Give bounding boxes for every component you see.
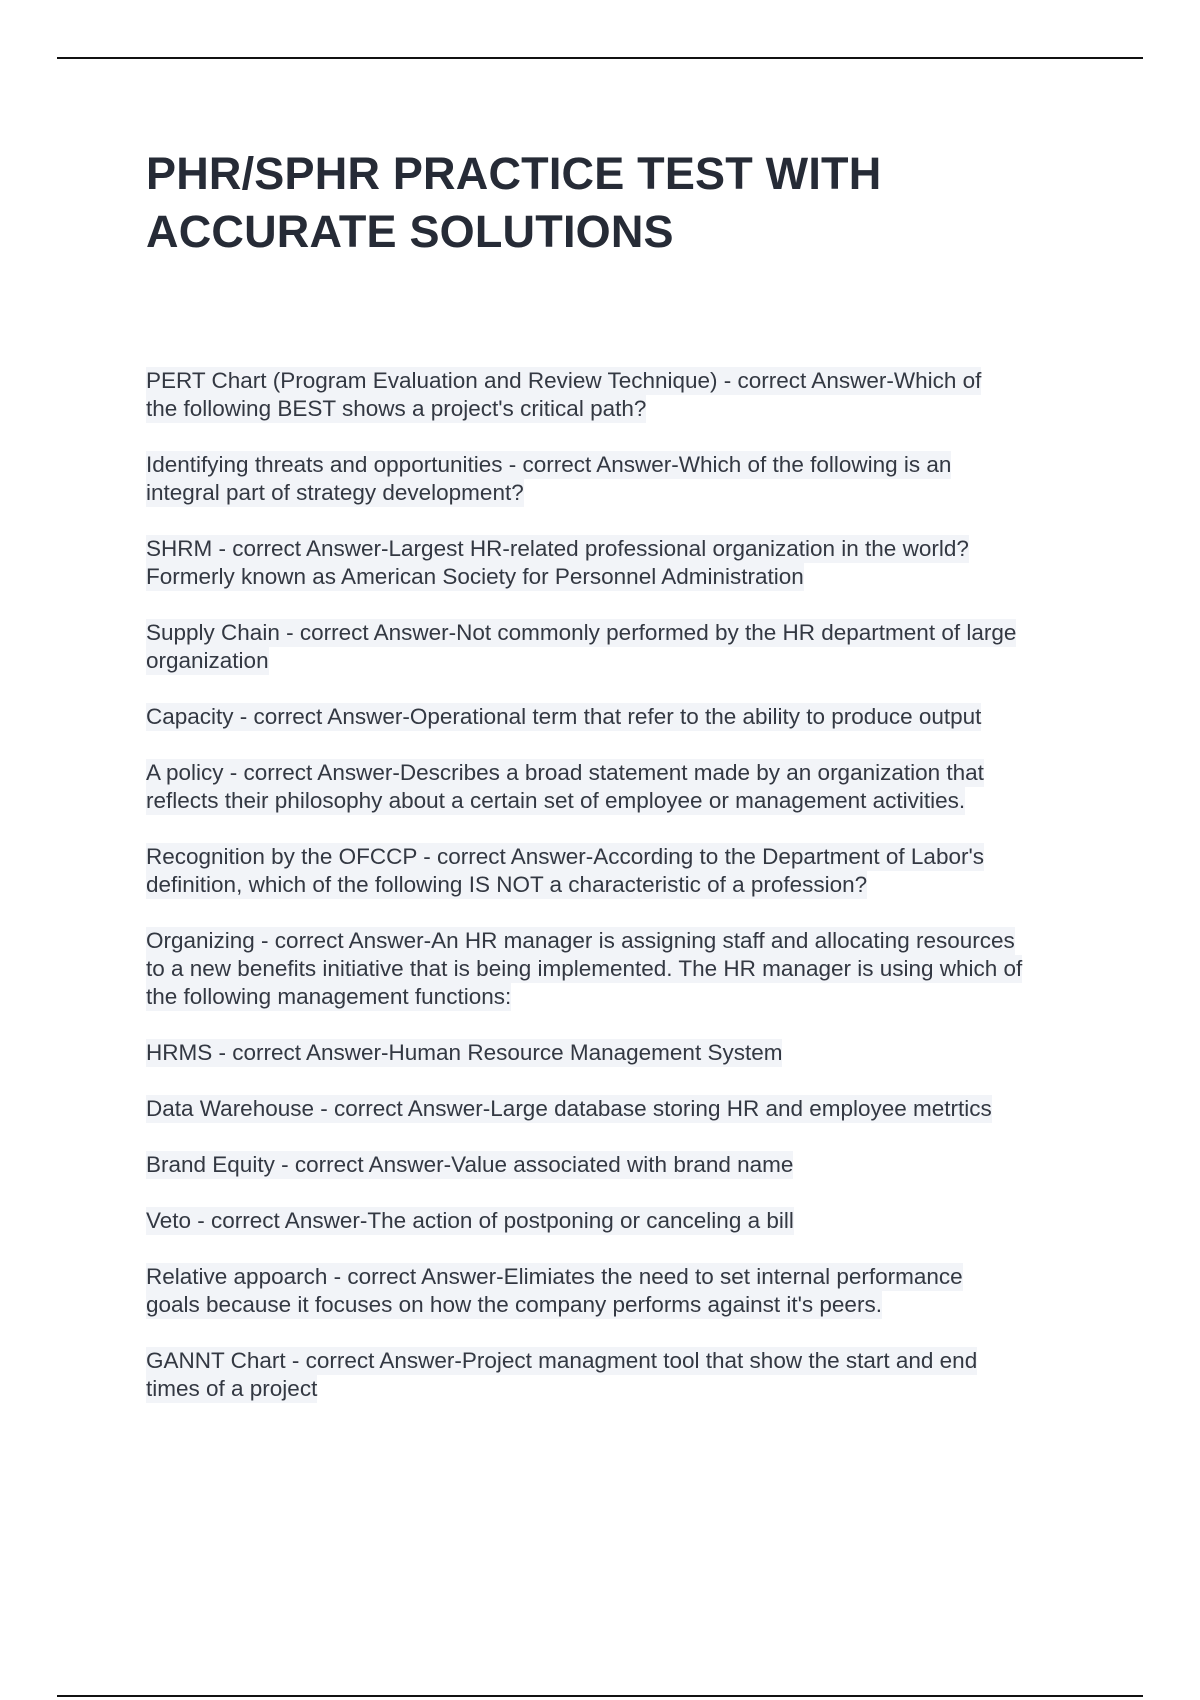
qa-item bbox=[146, 927, 1090, 1011]
qa-line: Data Warehouse - correct Answer-Large database storing HR and employee metrtics bbox=[146, 1096, 992, 1121]
qa-line: GANNT Chart - correct Answer-Project managment tool that show the start and end bbox=[146, 1348, 978, 1373]
qa-item bbox=[146, 1151, 1090, 1179]
qa-line: Formerly known as American Society for Personnel Administration bbox=[146, 564, 804, 589]
qa-line: Brand Equity - correct Answer-Value associated with brand name bbox=[146, 1152, 794, 1177]
qa-item bbox=[146, 535, 1090, 591]
qa-line: times of a project bbox=[146, 1376, 318, 1401]
page-title bbox=[146, 145, 1106, 261]
qa-line: the following BEST shows a project's critical path? bbox=[146, 396, 647, 421]
qa-line: to a new benefits initiative that is being implemented. The HR manager is using which of bbox=[146, 956, 1023, 981]
qa-item bbox=[146, 1095, 1090, 1123]
qa-line: SHRM - correct Answer-Largest HR-related professional organization in the world? bbox=[146, 536, 969, 561]
qa-line: Recognition by the OFCCP - correct Answer-According to the Department of Labor's bbox=[146, 844, 985, 869]
qa-line: Veto - correct Answer-The action of postponing or canceling a bill bbox=[146, 1208, 794, 1233]
qa-item bbox=[146, 1039, 1090, 1067]
title-line: PHR/SPHR PRACTICE TEST WITH bbox=[146, 148, 882, 199]
qa-line: goals because it focuses on how the company performs against it's peers. bbox=[146, 1292, 882, 1317]
qa-item bbox=[146, 1347, 1090, 1403]
qa-item bbox=[146, 1207, 1090, 1235]
qa-list bbox=[146, 367, 1090, 1431]
qa-line: Organizing - correct Answer-An HR manager is assigning staff and allocating resources bbox=[146, 928, 1015, 953]
title-line: ACCURATE SOLUTIONS bbox=[146, 206, 674, 257]
qa-item bbox=[146, 367, 1090, 423]
qa-item bbox=[146, 1263, 1090, 1319]
qa-item bbox=[146, 843, 1090, 899]
qa-line: HRMS - correct Answer-Human Resource Management System bbox=[146, 1040, 783, 1065]
top-rule bbox=[57, 57, 1143, 59]
qa-item bbox=[146, 619, 1090, 675]
qa-line: the following management functions: bbox=[146, 984, 512, 1009]
qa-line: Supply Chain - correct Answer-Not commonly performed by the HR department of large bbox=[146, 620, 1017, 645]
qa-line: organization bbox=[146, 648, 269, 673]
qa-item bbox=[146, 703, 1090, 731]
qa-line: reflects their philosophy about a certain set of employee or management activities. bbox=[146, 788, 966, 813]
qa-line: definition, which of the following IS NOT a characteristic of a profession? bbox=[146, 872, 868, 897]
qa-line: Relative appoarch - correct Answer-Elimiates the need to set internal performance bbox=[146, 1264, 963, 1289]
qa-line: Identifying threats and opportunities - correct Answer-Which of the following is an bbox=[146, 452, 952, 477]
qa-item bbox=[146, 759, 1090, 815]
bottom-rule bbox=[57, 1695, 1143, 1697]
qa-line: PERT Chart (Program Evaluation and Review Technique) - correct Answer-Which of bbox=[146, 368, 982, 393]
qa-line: integral part of strategy development? bbox=[146, 480, 524, 505]
qa-line: Capacity - correct Answer-Operational term that refer to the ability to produce output bbox=[146, 704, 982, 729]
qa-item bbox=[146, 451, 1090, 507]
qa-line: A policy - correct Answer-Describes a broad statement made by an organization that bbox=[146, 760, 984, 785]
